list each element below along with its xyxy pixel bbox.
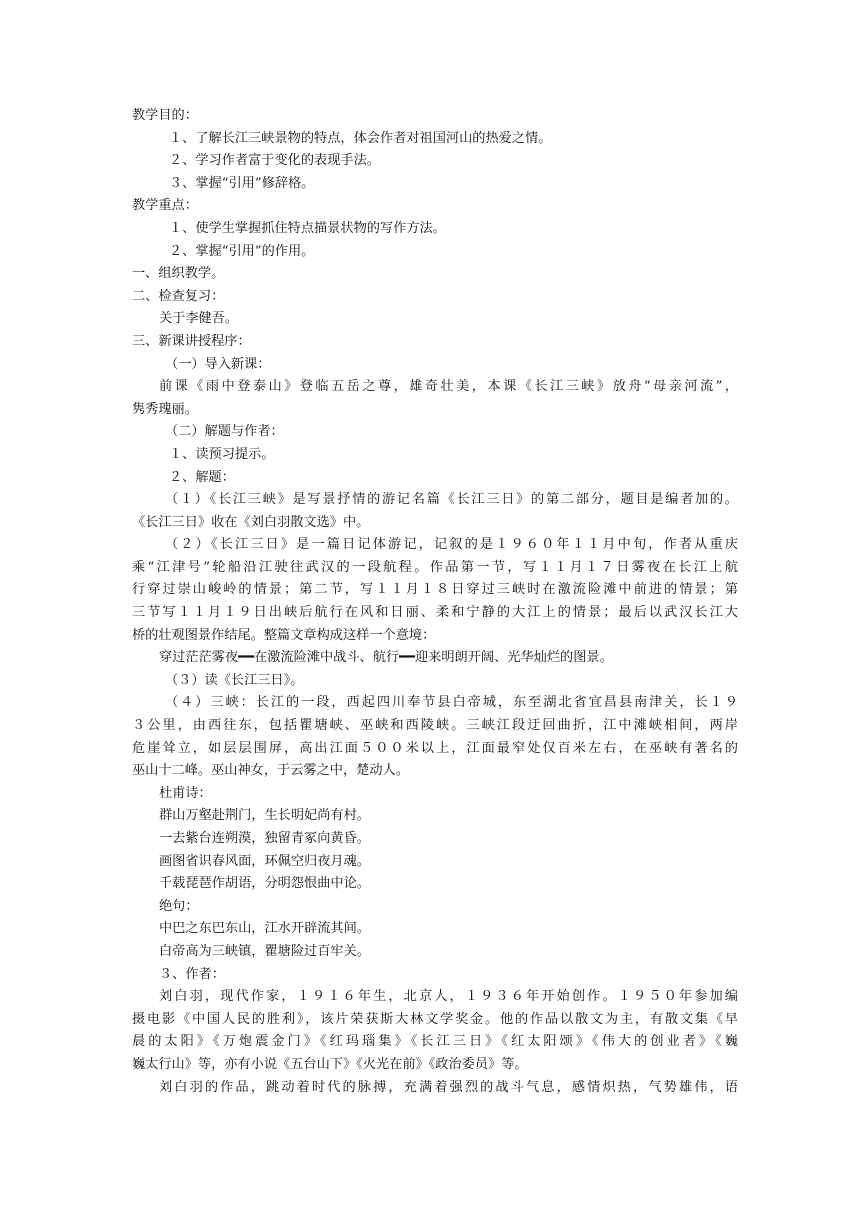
text-line: （２）《长江三日》是一篇日记体游记，记叙的是１９６０年１１月中旬，作者从重庆 <box>165 537 738 553</box>
text-line: 行穿过崇山峻岭的情景；第二节，写１１月１８日穿过三峡时在激流险滩中前进的情景；第 <box>132 582 738 598</box>
text-line: 杜甫诗： <box>159 785 212 801</box>
text-line: 二、检查复习： <box>132 288 225 304</box>
text-line: （一）导入新课： <box>165 356 271 372</box>
text-line: （３）读《长江三日》。 <box>165 672 304 688</box>
text-line: 前课《雨中登泰山》登临五岳之尊，雄奇壮美，本课《长江三峡》放舟“母亲河流”， <box>159 379 738 395</box>
text-line: 三节写１１月１９日出峡后航行在风和日丽、柔和宁静的大江上的情景；最后以武汉长江大 <box>132 605 738 621</box>
text-line: 刘白羽，现代作家，１９１６年生，北京人，１９３６年开始创作。１９５０年参加编 <box>159 989 738 1005</box>
text-line: 巫山十二峰。巫山神女，于云雾之中，楚动人。 <box>132 763 409 779</box>
text-line: （二）解题与作者： <box>165 424 284 440</box>
text-line: １、使学生掌握抓住特点描景状物的写作方法。 <box>169 220 446 236</box>
text-line: 群山万壑赴荆门，生长明妃尚有村。 <box>159 808 370 824</box>
text-line: ３、作者： <box>159 966 225 982</box>
text-line: 一、组织教学。 <box>132 266 225 282</box>
text-line: ３公里，由西往东，包括瞿塘峡、巫峡和西陵峡。三峡江段迂回曲折，江中滩峡相间，两岸 <box>132 718 738 734</box>
text-line: 巍太行山》等，亦有小说《五台山下》《火光在前》《政治委员》等。 <box>132 1056 528 1072</box>
text-line: 画图省识春风面，环佩空归夜月魂。 <box>159 853 370 869</box>
text-line: １、了解长江三峡景物的特点，体会作者对祖国河山的热爱之情。 <box>169 130 552 146</box>
text-line: ３、掌握“引用”修辞格。 <box>169 175 315 191</box>
text-line: 摄电影《中国人民的胜利》，该片荣获斯大林文学奖金。他的作品以散文为主，有散文集《早 <box>132 1011 738 1027</box>
text-line: （４）三峡：长江的一段，西起四川奉节县白帝城，东至湖北省宜昌县南津关，长１９ <box>165 695 738 711</box>
text-line: 一去紫台连朔漠，独留青冢向黄昏。 <box>159 831 370 846</box>
text-line: 教学重点： <box>132 198 198 214</box>
text-line: 《长江三日》收在《刘白羽散文选》中。 <box>132 514 370 530</box>
text-line: 穿过茫茫雾夜━━在激流险滩中战斗、航行━━迎来明朗开阔、光华灿烂的图景。 <box>159 650 613 666</box>
text-line: 桥的壮观图景作结尾。整篇文章构成这样一个意境： <box>132 627 436 643</box>
text-line: 教学目的： <box>132 108 198 123</box>
text-line: 三、新课讲授程序： <box>132 333 251 349</box>
text-line: 乘“江津号”轮船沿江驶往武汉的一段航程。作品第一节，写１１月１７日雾夜在长江上航 <box>132 559 738 575</box>
text-line: 白帝高为三峡镇，瞿塘险过百牢关。 <box>159 943 370 959</box>
text-line: 绝句： <box>159 898 199 914</box>
text-line: 晨的太阳》《万炮震金门》《红玛瑙集》《长江三日》《红太阳颂》《伟大的创业者》《巍 <box>132 1034 738 1050</box>
text-line: 隽秀瑰丽。 <box>132 401 198 417</box>
document-body <box>132 105 738 1099</box>
text-line: （１）《长江三峡》是写景抒情的游记名篇《长江三日》的第二部分，题目是编者加的。 <box>165 492 738 508</box>
text-line: １、读预习提示。 <box>169 446 275 462</box>
text-line: ２、掌握“引用”的作用。 <box>169 243 315 259</box>
text-line: ２、解题： <box>169 469 235 485</box>
text-line: 刘白羽的作品，跳动着时代的脉搏，充满着强烈的战斗气息，感情炽热，气势雄伟，语 <box>159 1079 738 1095</box>
text-line: 千载琵琶作胡语，分明怨恨曲中论。 <box>159 876 370 892</box>
text-line: 中巴之东巴东山，江水开辟流其间。 <box>159 921 370 937</box>
text-line: ２、学习作者富于变化的表现手法。 <box>169 153 380 169</box>
text-line: 关于李健吾。 <box>159 311 239 327</box>
text-line: 危崖耸立，如层层围屏，高出江面５００米以上，江面最窄处仅百米左右，在巫峡有著名的 <box>132 740 738 756</box>
